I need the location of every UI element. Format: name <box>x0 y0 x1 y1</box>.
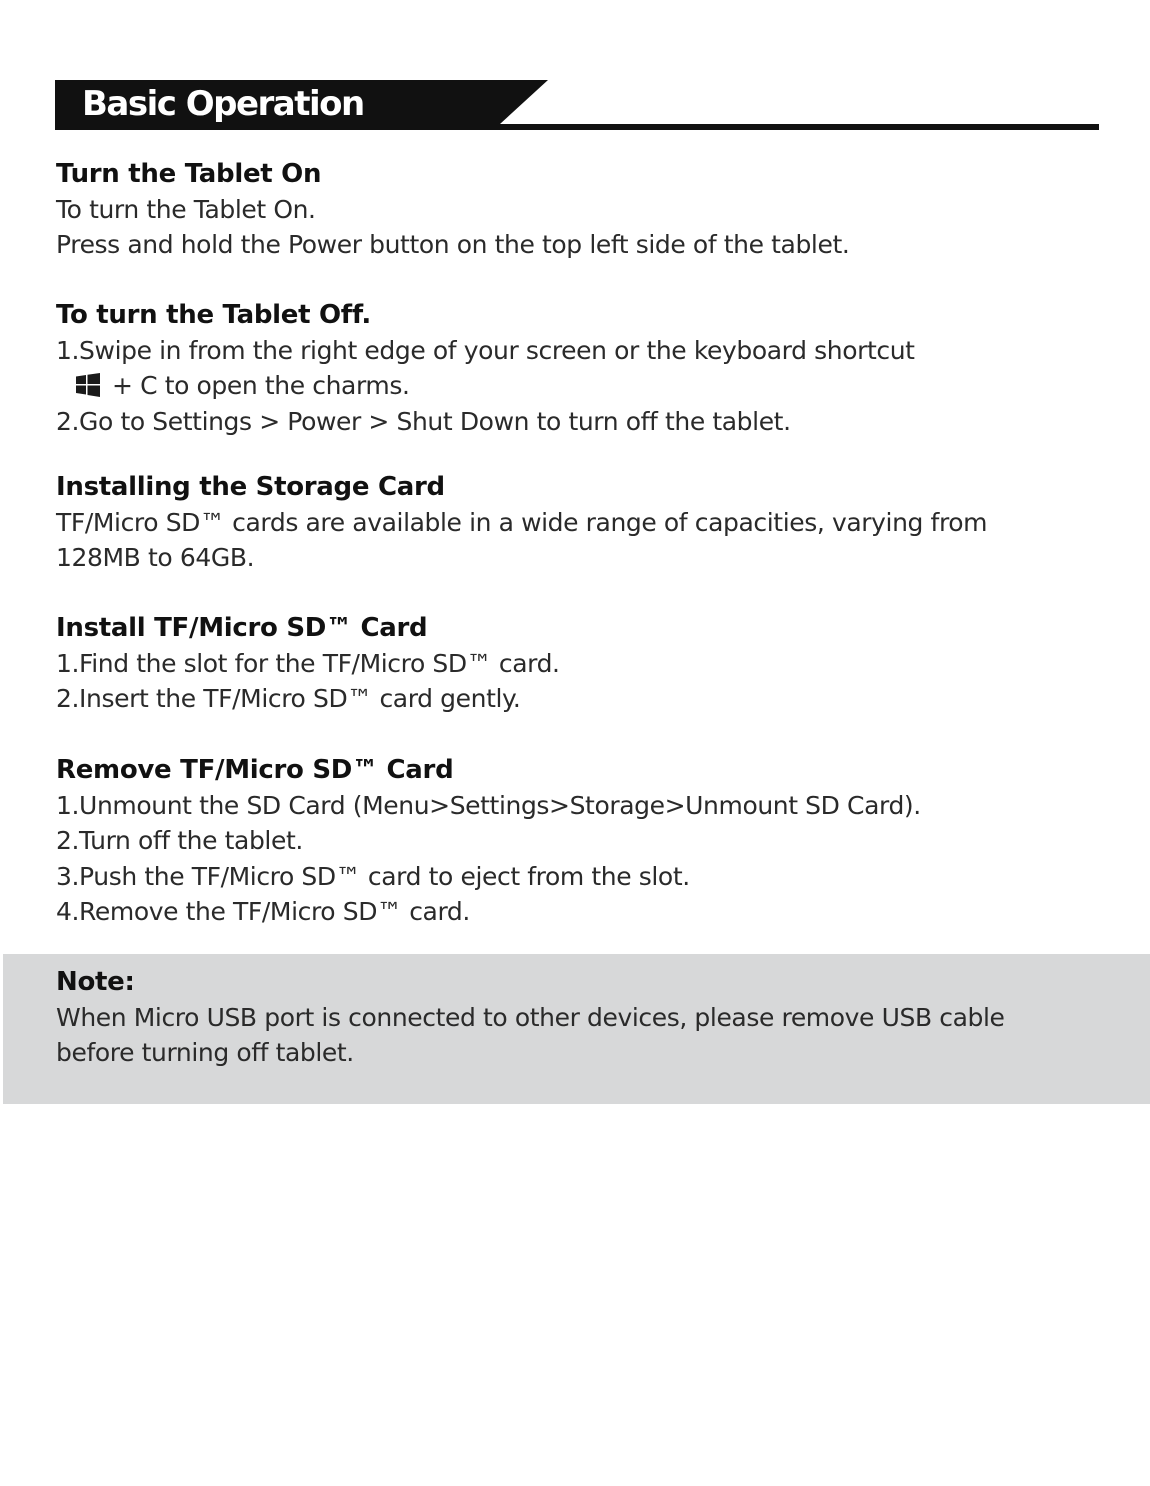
section-title: Installing the Storage Card <box>56 472 445 502</box>
body-line: 2.Insert the TF/Micro SD™ card gently. <box>56 684 521 714</box>
body-line: Press and hold the Power button on the top left side of the tablet. <box>56 230 850 260</box>
body-line: 4.Remove the TF/Micro SD™ card. <box>56 897 470 927</box>
section-turn-on <box>56 156 1116 263</box>
section-install-card <box>56 610 1116 717</box>
windows-logo-icon <box>76 373 100 397</box>
section-remove-card <box>56 752 1116 930</box>
body-line: 2.Turn off the tablet. <box>56 826 303 856</box>
note-box <box>3 954 1150 1104</box>
body-line: TF/Micro SD™ cards are available in a wide range of capacities, varying from <box>56 508 988 537</box>
section-title: Turn the Tablet On <box>56 159 322 189</box>
section-title: Install TF/Micro SD™ Card <box>56 613 428 643</box>
section-title: To turn the Tablet Off. <box>56 300 371 330</box>
body-line: 1.Unmount the SD Card (Menu>Settings>Storage>Unmount SD Card). <box>56 791 921 820</box>
body-line: 1.Find the slot for the TF/Micro SD™ card. <box>56 649 560 678</box>
body-line: To turn the Tablet On. <box>56 195 316 224</box>
section-title: Remove TF/Micro SD™ Card <box>56 755 454 785</box>
body-line: 3.Push the TF/Micro SD™ card to eject from the slot. <box>56 861 690 891</box>
note-line: before turning off tablet. <box>56 1038 354 1068</box>
body-line-text: + C to open the charms. <box>112 371 410 401</box>
section-turn-off <box>56 297 1116 439</box>
note-content <box>56 964 1005 1071</box>
note-title: Note: <box>56 967 135 997</box>
body-line: 128MB to 64GB. <box>56 543 255 573</box>
body-line-with-icon <box>56 368 1116 403</box>
body-line: 1.Swipe in from the right edge of your screen or the keyboard shortcut <box>56 336 915 365</box>
section-installing-storage-card <box>56 469 1116 576</box>
section-header <box>55 80 1099 130</box>
body-line: 2.Go to Settings > Power > Shut Down to turn off the tablet. <box>56 406 791 436</box>
note-line: When Micro USB port is connected to other devices, please remove USB cable <box>56 1003 1005 1032</box>
page-title: Basic Operation <box>82 84 364 124</box>
